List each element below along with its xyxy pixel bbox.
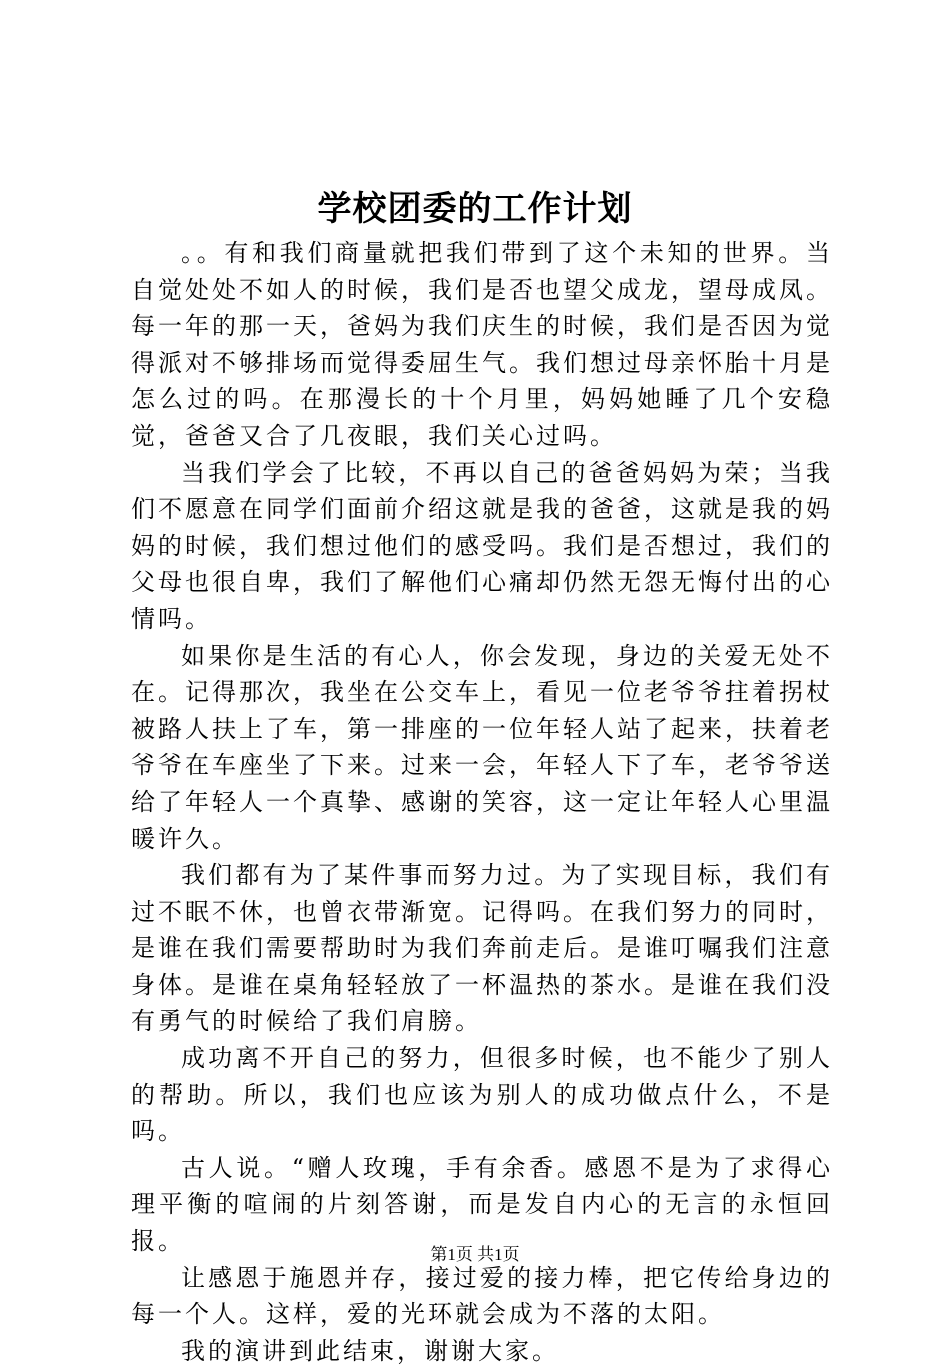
paragraph: 我的演讲到此结束，谢谢大家。: [181, 1336, 559, 1365]
paragraph: 。。有和我们商量就把我们带到了这个未知的世界。当自觉处处不如人的时候，我们是否也望父成龙，望母成凤。每一年的那一天，爸妈为我们庆生的时候，我们是否因为觉得派对不够排场而觉得委屈生气。我们想过母亲怀胎十月是怎么过的吗。在那漫长的十个月里，妈妈她睡了几个安稳觉，爸爸又合了几夜眼，我们关心过吗。: [131, 239, 833, 450]
paragraph: 当我们学会了比较，不再以自己的爸爸妈妈为荣；当我们不愿意在同学们面前介绍这就是我的爸爸，这就是我的妈妈的时候，我们想过他们的感受吗。我们是否想过，我们的父母也很自卑，我们了解他们心痛却仍然无怨无悔付出的心情吗。: [131, 458, 833, 633]
document-body: [131, 235, 833, 1369]
document-title: 学校团委的工作计划: [317, 189, 633, 229]
paragraph: 我们都有为了某件事而努力过。为了实现目标，我们有过不眠不休，也曾衣带渐宽。记得吗。在我们努力的同时，是谁在我们需要帮助时为我们奔前走后。是谁叮嘱我们注意身体。是谁在桌角轻轻放了一杯温热的茶水。是谁在我们没有勇气的时候给了我们肩膀。: [131, 861, 833, 1036]
paragraph: 让感恩于施恩并存，接过爱的接力棒，把它传给身边的每一个人。这样，爱的光环就会成为不落的太阳。: [131, 1263, 833, 1329]
page-footer: 第1页 共1页: [430, 1245, 520, 1264]
paragraph: 成功离不开自己的努力，但很多时候，也不能少了别人的帮助。所以，我们也应该为别人的成功做点什么，不是吗。: [131, 1044, 833, 1146]
paragraph: 如果你是生活的有心人，你会发现，身边的关爱无处不在。记得那次，我坐在公交车上，看见一位老爷爷拄着拐杖被路人扶上了车，第一排座的一位年轻人站了起来，扶着老爷爷在车座坐了下来。过来一会，年轻人下了车，老爷爷送给了年轻人一个真挚、感谢的笑容，这一定让年轻人心里温暖许久。: [131, 641, 833, 853]
paragraph: 古人说。“赠人玫瑰，手有余香。感恩不是为了求得心理平衡的喧闹的片刻答谢，而是发自内心的无言的永恒回报。: [131, 1153, 833, 1256]
